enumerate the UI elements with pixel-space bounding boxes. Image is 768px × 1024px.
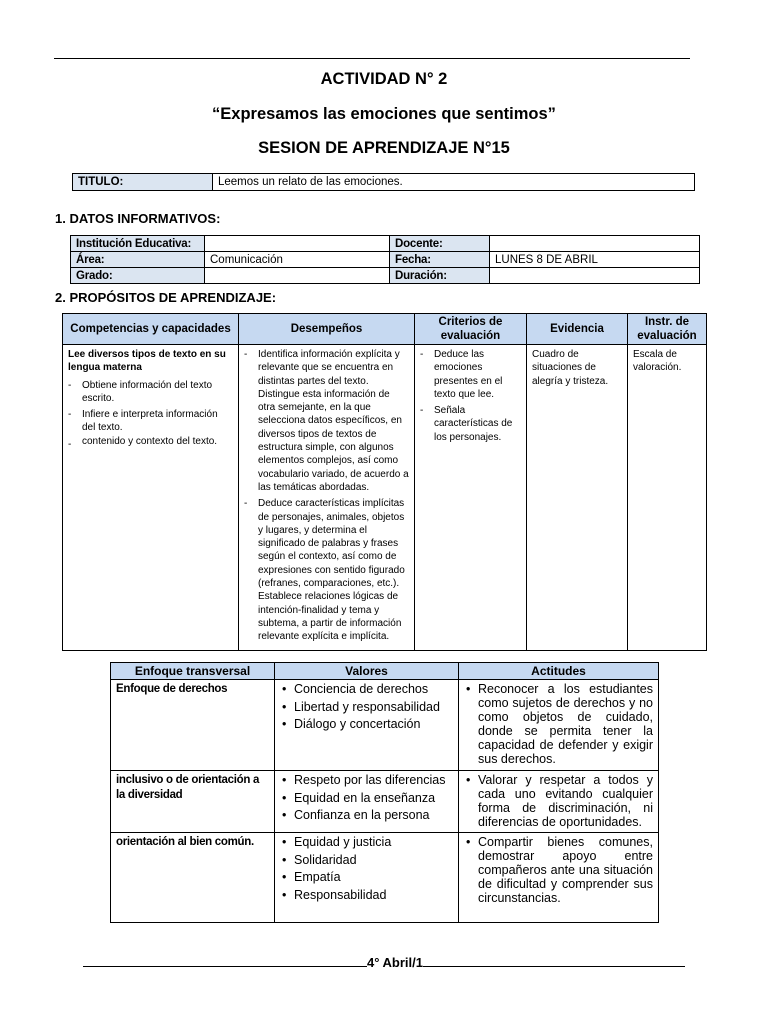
criterio-item: - Señala características de los personajes. bbox=[420, 404, 521, 444]
col-header: Enfoque transversal bbox=[111, 663, 275, 680]
propositos-table bbox=[62, 313, 707, 651]
instrumento-cell: Escala de valoración. bbox=[628, 345, 707, 651]
valor-item: • Conciencia de derechos bbox=[280, 682, 453, 697]
datos-label: Institución Educativa: bbox=[71, 236, 205, 252]
valor-item: • Equidad y justicia bbox=[280, 835, 453, 850]
datos-label: Fecha: bbox=[390, 252, 490, 268]
col-header: Desempeños bbox=[239, 314, 415, 345]
datos-value bbox=[490, 268, 700, 284]
valor-item: • Empatía bbox=[280, 870, 453, 885]
page-footer bbox=[0, 955, 768, 970]
titulo-value: Leemos un relato de las emociones. bbox=[213, 174, 695, 191]
criterios-list bbox=[420, 348, 521, 444]
top-rule bbox=[54, 58, 690, 59]
datos-value bbox=[205, 268, 390, 284]
valores-list bbox=[280, 773, 453, 823]
session-title: SESION DE APRENDIZAJE N°15 bbox=[258, 139, 510, 157]
valor-item: • Confianza en la persona bbox=[280, 808, 453, 823]
actitud-list bbox=[464, 682, 653, 766]
datos-value: Comunicación bbox=[205, 252, 390, 268]
enfoque-cell: orientación al bien común. bbox=[111, 833, 275, 923]
actitud-item: • Reconocer a los estudiantes como sujetos de derechos y no como objetos de cuidado, donde se permita tener la capacidad de defender y exigir sus derechos. bbox=[464, 682, 653, 766]
valores-list bbox=[280, 682, 453, 732]
datos-value bbox=[490, 236, 700, 252]
titulo-label: TITULO: bbox=[73, 174, 213, 191]
datos-label: Duración: bbox=[390, 268, 490, 284]
enfoque-cell: Enfoque de derechos bbox=[111, 680, 275, 771]
competencia-text: Lee diversos tipos de texto en su lengua materna bbox=[68, 349, 226, 374]
actitud-cell bbox=[459, 771, 659, 833]
actitud-item: • Compartir bienes comunes, demostrar apoyo entre compañeros ante una situación de dificultad y comprender sus circunstancias. bbox=[464, 835, 653, 905]
capacidad-extra: contenido y contexto del texto. bbox=[82, 435, 218, 447]
enfoques-header-row bbox=[111, 663, 659, 680]
datos-label: Área: bbox=[71, 252, 205, 268]
valores-cell bbox=[275, 771, 459, 833]
valores-cell bbox=[275, 680, 459, 771]
datos-value bbox=[205, 236, 390, 252]
datos-row bbox=[71, 252, 700, 268]
valores-list bbox=[280, 835, 453, 902]
col-header: Evidencia bbox=[527, 314, 628, 345]
actitud-cell bbox=[459, 833, 659, 923]
valor-item: • Solidaridad bbox=[280, 853, 453, 868]
capacidad-item: - Infiere e interpreta información del texto. bbox=[68, 408, 233, 435]
activity-subtitle: “Expresamos las emociones que sentimos” bbox=[212, 105, 556, 123]
footer-rule-left bbox=[83, 955, 367, 967]
competencias-cell bbox=[63, 345, 239, 651]
col-header: Competencias y capacidades bbox=[63, 314, 239, 345]
propositos-heading: 2. PROPÓSITOS DE APRENDIZAJE: bbox=[55, 290, 277, 305]
valor-item: • Responsabilidad bbox=[280, 888, 453, 903]
desempenos-cell bbox=[239, 345, 415, 651]
actitud-list bbox=[464, 773, 653, 829]
evidencia-cell: Cuadro de situaciones de alegría y tristeza. bbox=[527, 345, 628, 651]
actitud-item: • Valorar y respetar a todos y cada uno evitando cualquier forma de discriminación, ni diferencias de oportunidades. bbox=[464, 773, 653, 829]
datos-label: Docente: bbox=[390, 236, 490, 252]
datos-label: Grado: bbox=[71, 268, 205, 284]
valor-item: • Equidad en la enseñanza bbox=[280, 791, 453, 806]
col-header: Actitudes bbox=[459, 663, 659, 680]
datos-row bbox=[71, 236, 700, 252]
capacidad-item: - Obtiene información del texto escrito. bbox=[68, 379, 233, 406]
capacidades-list bbox=[68, 379, 233, 435]
valor-item: • Diálogo y concertación bbox=[280, 717, 453, 732]
col-header: Valores bbox=[275, 663, 459, 680]
valor-item: • Respeto por las diferencias bbox=[280, 773, 453, 788]
enfoque-row bbox=[111, 833, 659, 923]
titulo-table bbox=[72, 173, 695, 191]
criterios-cell bbox=[415, 345, 527, 651]
desempeno-item: - Identifica información explícita y relevante que se encuentra en distintas partes del texto. Distingue esta información de otra semejante, en la que selecciona datos específicos, en diversos tipos de textos de estructura simple, con algunos elementos complejos, así como vocabulario variado, de acuerdo a las temáticas abordadas. bbox=[244, 348, 409, 494]
propositos-header-row bbox=[63, 314, 707, 345]
enfoque-row bbox=[111, 771, 659, 833]
propositos-row bbox=[63, 345, 707, 651]
footer-rule-right bbox=[423, 955, 685, 967]
valor-item: • Libertad y responsabilidad bbox=[280, 700, 453, 715]
col-header: Instr. de evaluación bbox=[628, 314, 707, 345]
enfoques-table bbox=[110, 662, 659, 923]
datos-value: LUNES 8 DE ABRIL bbox=[490, 252, 700, 268]
enfoque-cell: inclusivo o de orientación a la diversidad bbox=[111, 771, 275, 833]
actitud-cell bbox=[459, 680, 659, 771]
activity-title: ACTIVIDAD N° 2 bbox=[320, 70, 448, 88]
valores-cell bbox=[275, 833, 459, 923]
datos-table bbox=[70, 235, 700, 284]
datos-row bbox=[71, 268, 700, 284]
criterio-item: - Deduce las emociones presentes en el texto que lee. bbox=[420, 348, 521, 401]
col-header: Criterios de evaluación bbox=[415, 314, 527, 345]
footer-text: 4° Abril/1 bbox=[366, 955, 423, 970]
actitud-list bbox=[464, 835, 653, 905]
desempeno-item: - Deduce características implícitas de personajes, animales, objetos y lugares, y determina el significado de palabras y frases según el contexto, así como de expresiones con sentido figurado (refranes, comparaciones, etc.). Establece relaciones lógicas de intención-finalidad y tema y subtema, a partir de información relevante explícita e implícita. bbox=[244, 497, 409, 643]
enfoque-row bbox=[111, 680, 659, 771]
datos-heading: 1. DATOS INFORMATIVOS: bbox=[55, 211, 221, 226]
desempenos-list bbox=[244, 348, 409, 644]
